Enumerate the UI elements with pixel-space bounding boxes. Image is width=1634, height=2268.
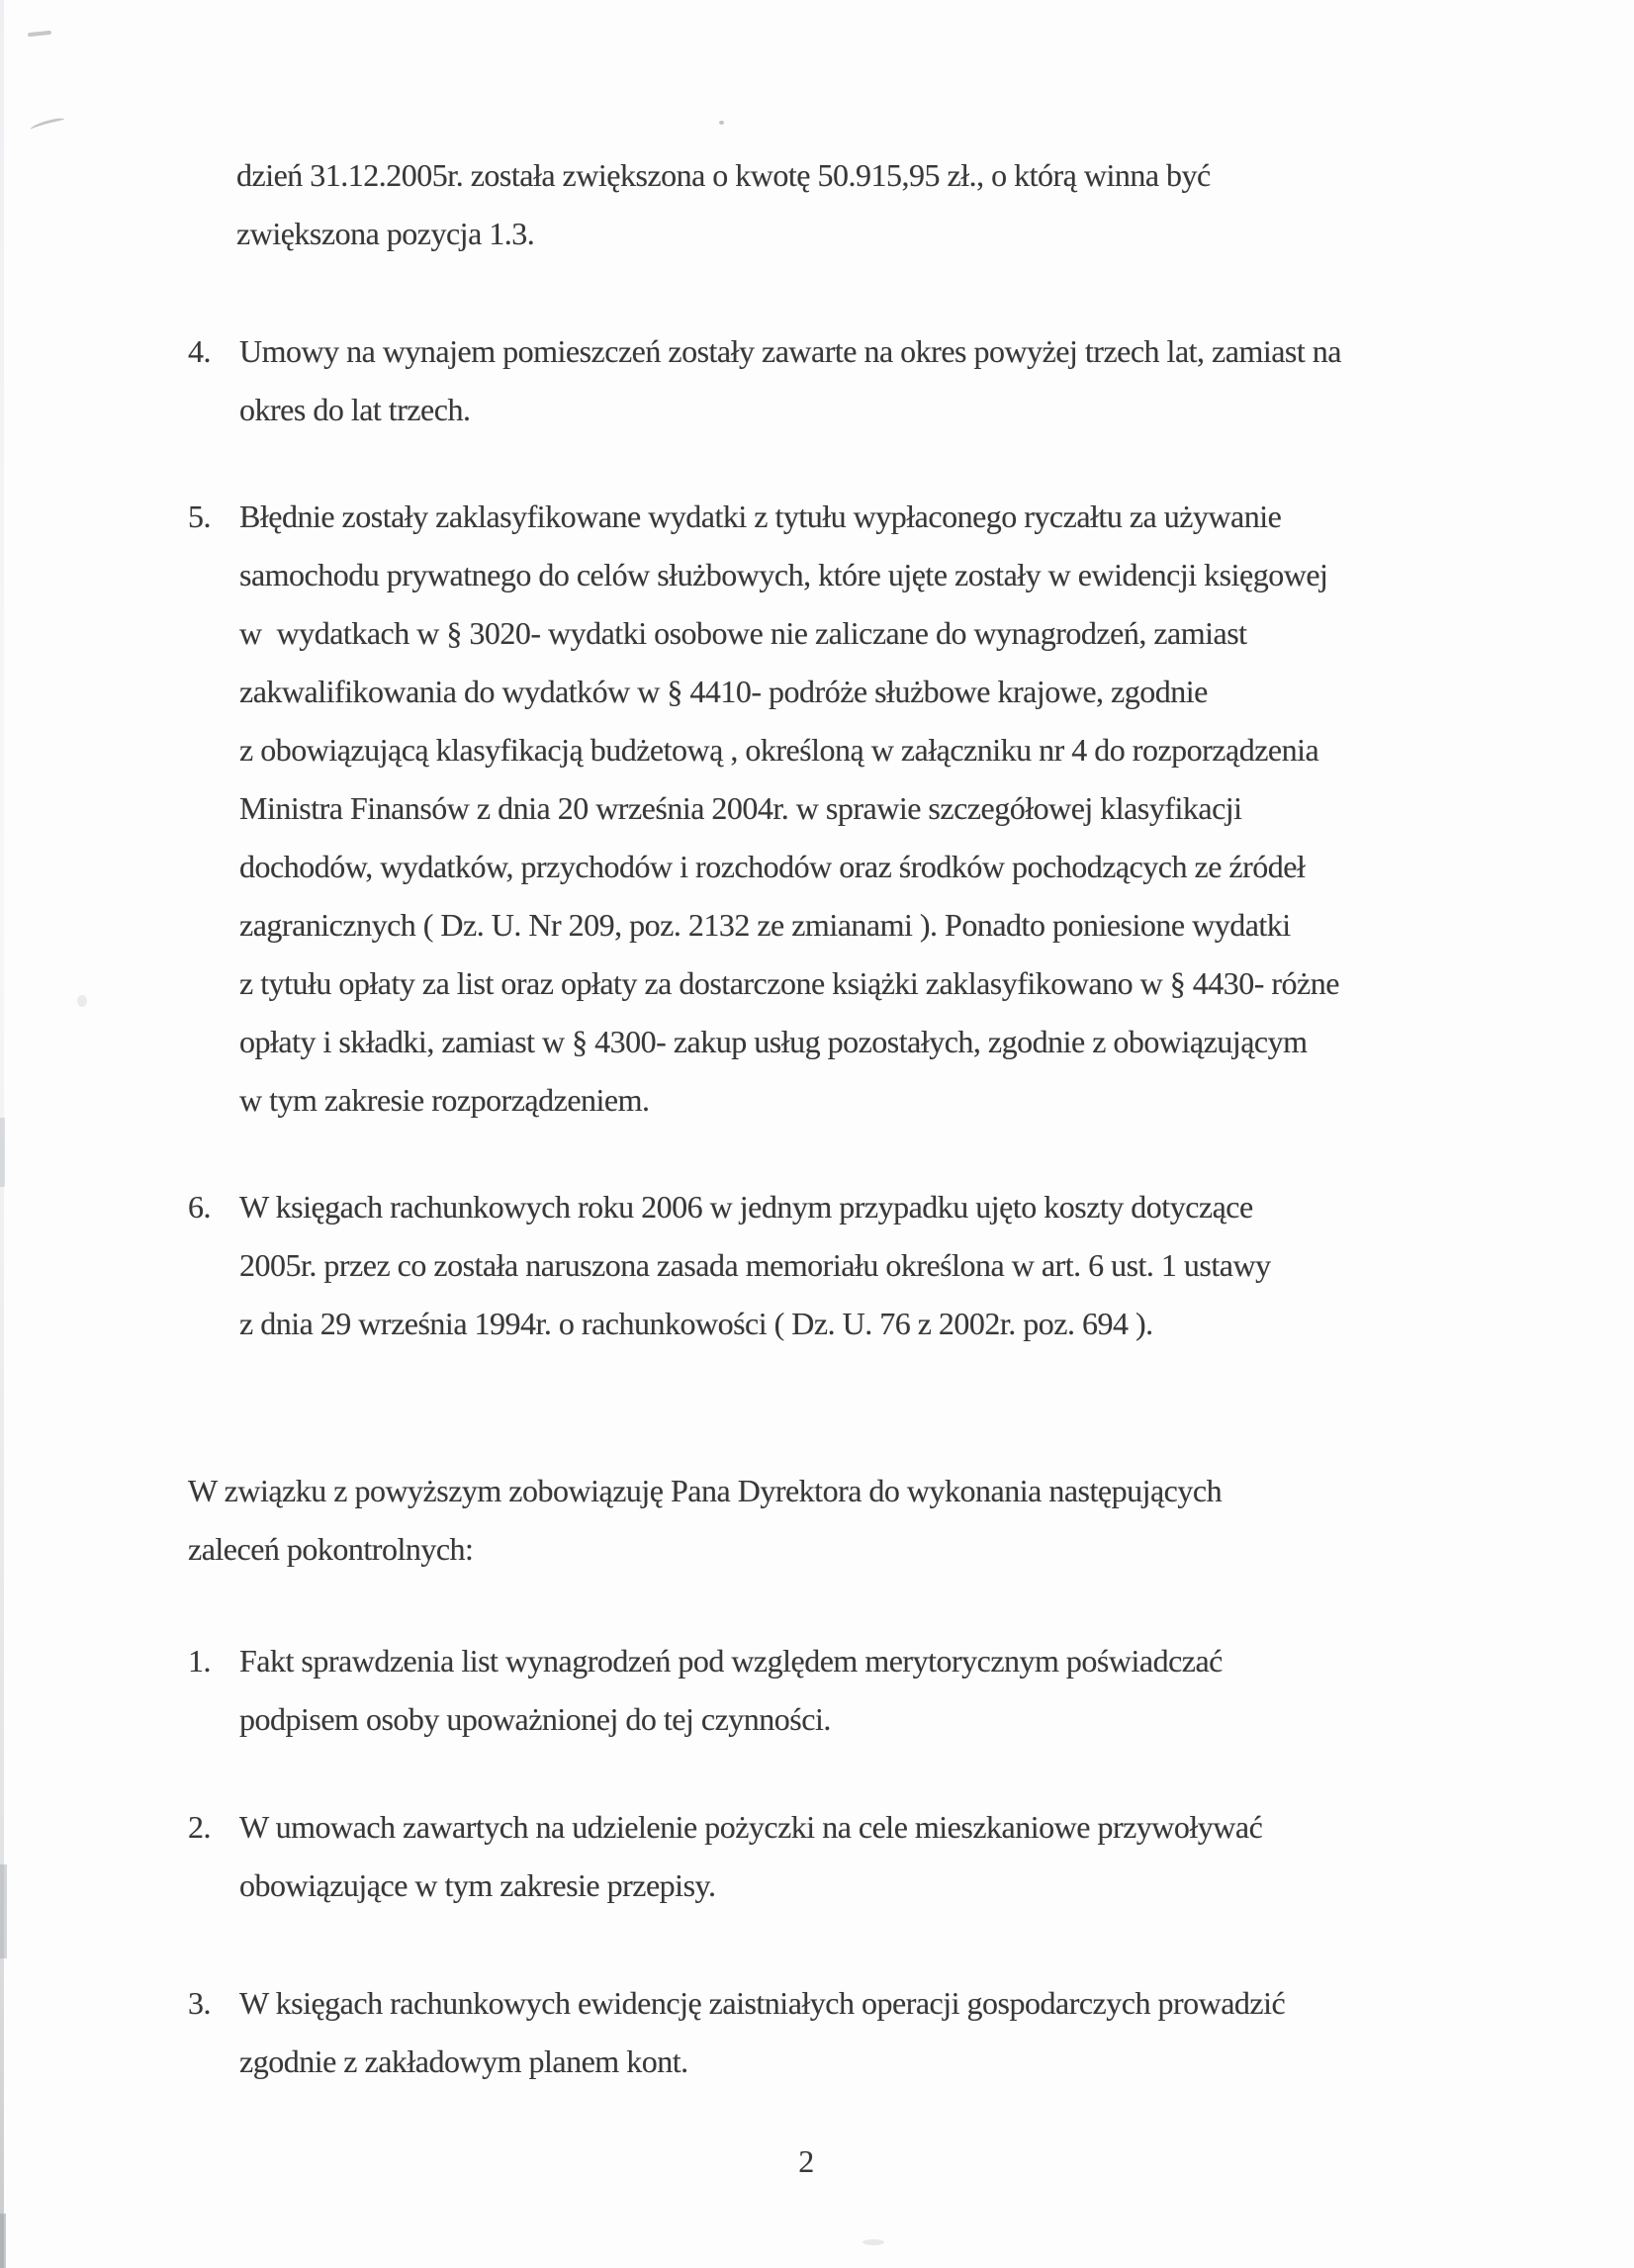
finding-item-6 — [188, 1178, 1271, 1353]
item-number: 4. — [188, 333, 211, 369]
pencil-dash-mark — [28, 31, 51, 37]
text-line: Umowy na wynajem pomieszczeń zostały zawarte na okres powyżej trzech lat, zamiast na — [239, 333, 1341, 369]
finding-item-4 — [188, 322, 1341, 439]
recommendation-item-3 — [188, 1974, 1285, 2091]
text-line: W księgach rachunkowych roku 2006 w jednym przypadku ujęto koszty dotyczące — [239, 1189, 1253, 1225]
text-line: zakwalifikowania do wydatków w § 4410- podróże służbowe krajowe, zgodnie — [239, 674, 1208, 709]
item-number: 5. — [188, 499, 211, 534]
pencil-squiggle-mark — [30, 117, 66, 133]
item-number: 2. — [188, 1809, 211, 1845]
scan-smudge — [0, 1118, 5, 1187]
text-line: zwiększona pozycja 1.3. — [236, 216, 535, 251]
text-line: zaleceń pokontrolnych: — [188, 1531, 474, 1567]
page-number: 2 — [798, 2143, 814, 2179]
text-line: W związku z powyższym zobowiązuję Pana Dyrektora do wykonania następujących — [188, 1473, 1223, 1508]
text-line: Ministra Finansów z dnia 20 września 2004r. w sprawie szczegółowej klasyfikacji — [239, 790, 1242, 826]
text-line: samochodu prywatnego do celów służbowych, które ujęte zostały w ewidencji księgowej — [239, 557, 1328, 592]
scan-edge-streak — [0, 0, 4, 2268]
item-number: 1. — [188, 1643, 211, 1678]
finding-item-5 — [188, 488, 1339, 1130]
text-line: dzień 31.12.2005r. została zwiększona o kwotę 50.915,95 zł., o którą winna być — [236, 157, 1211, 193]
scan-smudge — [0, 2214, 6, 2268]
stray-dot-mark — [719, 121, 724, 125]
closing-paragraph — [188, 1462, 1222, 1579]
text-line: obowiązujące w tym zakresie przepisy. — [239, 1867, 716, 1903]
text-line: zgodnie z zakładowym planem kont. — [239, 2043, 688, 2079]
recommendation-item-1 — [188, 1632, 1223, 1749]
text-line: opłaty i składki, zamiast w § 4300- zakup usług pozostałych, zgodnie z obowiązującym — [239, 1024, 1308, 1059]
text-line: w wydatkach w § 3020- wydatki osobowe nie zaliczane do wynagrodzeń, zamiast — [239, 615, 1247, 651]
text-line: w tym zakresie rozporządzeniem. — [239, 1082, 650, 1118]
text-line: dochodów, wydatków, przychodów i rozchodów oraz środków pochodzących ze źródeł — [239, 849, 1306, 884]
text-line: 2005r. przez co została naruszona zasada memoriału określona w art. 6 ust. 1 ustawy — [239, 1247, 1271, 1283]
text-line: W księgach rachunkowych ewidencję zaistniałych operacji gospodarczych prowadzić — [239, 1985, 1286, 2021]
text-line: z tytułu opłaty za list oraz opłaty za dostarczone książki zaklasyfikowano w § 4430- różne — [239, 965, 1339, 1001]
scan-smudge — [862, 2239, 884, 2245]
text-line: okres do lat trzech. — [239, 392, 471, 427]
text-line: Fakt sprawdzenia list wynagrodzeń pod względem merytorycznym poświadczać — [239, 1643, 1223, 1678]
continuation-paragraph — [236, 146, 1211, 263]
text-line: podpisem osoby upoważnionej do tej czynności. — [239, 1701, 831, 1737]
item-number: 6. — [188, 1189, 211, 1225]
recommendation-item-2 — [188, 1798, 1262, 1915]
scan-smudge — [0, 1864, 7, 1958]
text-line: z obowiązującą klasyfikacją budżetową , określoną w załączniku nr 4 do rozporządzenia — [239, 732, 1319, 768]
text-line: Błędnie zostały zaklasyfikowane wydatki z tytułu wypłaconego ryczałtu za używanie — [239, 499, 1282, 534]
text-line: W umowach zawartych na udzielenie pożyczki na cele mieszkaniowe przywoływać — [239, 1809, 1263, 1845]
scan-smudge — [77, 995, 87, 1007]
item-number: 3. — [188, 1985, 211, 2021]
text-line: zagranicznych ( Dz. U. Nr 209, poz. 2132 ze zmianami ). Ponadto poniesione wydatki — [239, 907, 1291, 943]
text-line: z dnia 29 września 1994r. o rachunkowości ( Dz. U. 76 z 2002r. poz. 694 ). — [239, 1306, 1153, 1341]
